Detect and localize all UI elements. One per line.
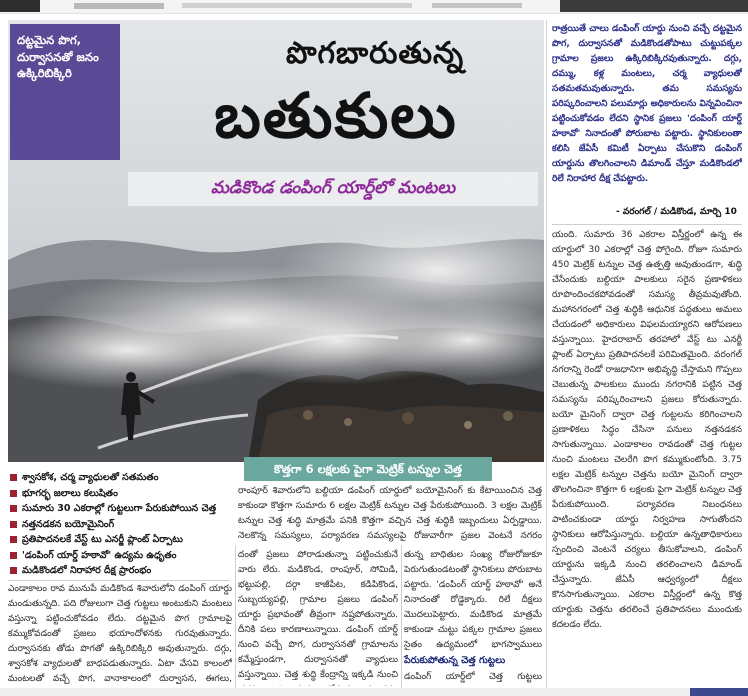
bullet-text: శ్వాసకోశ, చర్మ వ్యాధులతో సతమతం [22,472,159,483]
right-column-text: యంది. సుమారు 36 ఎకరాల విస్తీర్ణంలో ఉన్న ఈ యార్డులో 30 ఎకరాల్లో చెత్త పోగైంది. రోజూ సుమారు 450 మెట్రిక్ టన్నుల చెత్త ఉత్పత్తి అవుతుండగా, శుద్ధి చేసేందుకు బల్దియా పాలకులు సరైన ప్రణాళికలు రూపొందించకపోవడంతో సమస్య తీవ్రమవుతోంది. మహానగరంలో చెత్త శుద్ధికి ఆధునిక పద్ధతులు అమలు చేయడంలో అధికారులు విఫలమయ్యారని ఆరోపణలు వస్తున్నాయి. హైదరాబాద్ తరహాలో వేస్ట్ టు ఎనర్జీ ప్లాంట్ ఏర్పాటు ప్రతిపాదనలకే పరిమితమైంది. వరంగల్ నగరాన్ని రెండో రాజధానిగా అభివృద్ధి చేస్తామని గొప్పలు చెబుతున్న పాలకులు ముందు నగరానికి పట్టిన చెత్త సమస్యను పరిష్కరించాలని ప్రజలు కోరుతున్నారు. బయో మైనింగ్ ద్వారా చెత్త గుట్టలను కరిగించాలని ప్రణాళికలు సిద్ధం చేసినా పనులు నత్తనడకన సాగుతున్నాయి. ఎండాకాలం రావడంతో చెత్త గుట్టల నుంచి మంటలు చెలరేగి పొగ కమ్ముకుంటోంది. 3.75 లక్షల మెట్రిక్ టన్నుల చెత్తను బయో మైనింగ్ ద్వారా తొలగించినా కొత్తగా 6 లక్షలకు పైగా మెట్రిక్ టన్నుల చెత్త పేరుకుపోయింది. పర్యావరణ నిబంధనలు పాటించకుండా యార్డు నిర్వహణ సాగుతోందని స్థానికులు ఆరోపిస్తున్నారు. బల్దియా ఉన్నతాధికారులు స్పందించి వెంటనే చర్యలు తీసుకోవాలని, డంపింగ్ యార్డును ఇక్కడి నుంచి తరలించాలని డిమాండ్ చేస్తున్నారు. జేఏసీ ఆధ్వర్యంలో దీక్షలు కొనసాగుతున్నాయి. ఎకరాల విస్తీర్ణంలో ఉన్న కొత్త యార్డుకు చెత్తను తరలించే ప్రతిపాదనలు ముందుకు కదలడం లేదు. [552,230,742,630]
bullet-item [10,532,230,548]
bottom-strip [0,688,748,696]
bullet-text: సుమారు 30 ఎకరాల్లో గుట్టలుగా పేరుకుపోయిన చెత్త [22,503,217,514]
bullet-text: మడికొండలో నిరాహార దీక్ష ప్రారంభం [22,565,152,576]
bullet-item [10,486,230,502]
dateline: - వరంగల్ / మడికొండ, మార్చి 10 [616,207,737,217]
bottom-middle-text: దంతో ప్రజలు పోరాడుతున్నా పట్టించుకునే వారు లేరు. మడికొండ, రాంపూర్, సోమిడి, భట్టుపల్లి, దర్గా కాజీపేట, కడిపికొండ, సుబ్బయ్యపల్లి, గ్రామాల ప్రజలు డంపింగ్ యార్డు ప్రభావంతో తీవ్రంగా నష్టపోతున్నారు. దీనికి పలు కారణాలున్నాయి. డంపింగ్ యార్డ్ నుంచి వచ్చే పొగ, దుర్వాసనతో గ్రామాలను కమ్మేస్తుండగా, దుర్వాసనతో వ్యాధులు వస్తున్నాయి. చెత్త శుద్ధి కేంద్రాన్ని ఇక్కడి నుంచి [238,550,398,680]
bottom-right-text: తున్న బాధితుల సంఖ్య రోజురోజుకూ పెరుగుతుండటంతో స్థానికులు పోరుబాట పట్టారు. 'డంపింగ్ యార్డ్ హఠావో' అనే నినాదంతో రోడ్డెక్కారు. రిలే దీక్షలు మొదలుపెట్టారు. మడికొండ మాత్రమే కాకుండా చుట్టు పక్కల గ్రామాల ప్రజలు సైతం ఉద్యమంలో భాగస్వాములు [404,550,542,650]
top-strip [0,0,748,14]
bullet-item [10,563,230,579]
divider [546,20,547,688]
bottom-left-text: ఎండాకాలం రావ మునుపే మడికొండ శివారులోని డంపింగ్ యార్డు మండుతున్నది. పది రోజులుగా చెత్త గుట్టలు అంటుకుని మంటలు వస్తున్నా పట్టించుకోవడం లేదు. దట్టమైన పొగ గ్రామాలపై కమ్ముకోవడంతో ప్రజలు భయాందోళనకు గురవుతున్నారు. దుర్వాసనకు తోడు పొగతో ఉక్కిరిబిక్కిరి అవుతున్నారు. దగ్గు, శ్వాసకోశ వ్యాధులతో బాధపడుతున్నారు. ఏటా వేసవి కాలంలో మంటలతో వచ్చే పొగ, వానాకాలంలో దుర్వాసన, ఈగలు, [8,584,232,684]
bullet-text: భూగర్భ జలాలు కలుషితం [22,487,118,499]
bullet-item [10,548,230,564]
bottom-subheading: పేరుకుపోతున్న చెత్త గుట్టలు [404,655,506,666]
bullet-item [10,470,230,486]
center-paragraph: రాంపూర్ శివారులోని బల్దియా డంపింగ్ యార్డులో బయోమైనింగ్ కు కేటాయించిన చెత్త కాకుండా కొత్తగా సుమారు 6 లక్షల మెట్రిక్ టన్నుల చెత్త పేరుకుపోయింది. 3 లక్షల మెట్రిక్ టన్నుల చెత్త శుద్ధి మాత్రమే పనికి కొత్తగా వచ్చిన చెత్త శుద్ధికి ఇబ్బందులు ఏర్పడ్డాయి. నెలకొన్న సమస్యలు, పర్యావరణ సమస్యలపై రోజువారీగా ప్రజల వెంటనే నగరం [238,486,542,541]
bullet-item [10,517,230,533]
headline-main: బతుకులు [214,79,458,152]
bullet-text: 'డంపింగ్ యార్డ్ హఠావో' ఉద్యమ ఉధృతం [22,549,177,561]
divider [8,580,230,581]
bullet-list [10,470,230,579]
lead-paragraph: రాత్రయితే చాలు డంపింగ్ యార్డు నుంచి వచ్చే దట్టమైన పొగ, దుర్వాసనతో మడికొండతోపాటు చుట్టుపక్కల గ్రామాల ప్రజలు ఉక్కిరిబిక్కిరవుతున్నారు. దగ్గు, దమ్ము, కళ్ల మంటలు, చర్మ వ్యాధులతో సతమతమవుతున్నారు. తమ సమస్యను పరిష్కరించాలని పలుమార్లు అధికారులను విన్నవించినా పట్టించుకోవడం లేదని స్థానిక ప్రజలు 'దంపింగ్ యార్డ్ హఠావో' నినాదంతో పోరుబాట పట్టారు. స్థానికులంతా కలిసి జేఏసీ కమిటీ ఏర్పాటు చేసుకొని డంపింగ్ యార్డును తొలగించాలని డిమాండ్ చేస్తూ మడికొండలో రిలే నిరాహార దీక్ష చేపట్టారు. [552,24,742,184]
bullet-item [10,501,230,517]
divider [401,545,402,688]
bullet-text: ప్రతిపాదనలకే వేస్ట్ టు ఎనర్జీ ప్లాంట్ ఏర్పాటు [22,534,183,545]
headline-kicker: పొగబారుతున్న [285,36,465,71]
photo-caption: కొత్తగా 6 లక్షలకు పైగా మెట్రిక్ టన్నుల చెత్త [244,457,492,481]
subheadline: మడికొండ డంపింగ్ యార్డ్‌లో మంటలు [210,178,456,198]
bullet-text: నత్తనడకన బయోమైనింగ్ [22,518,115,530]
highlight-box: దట్టమైన పొగ, దుర్వాసనతో జనం ఉక్కిరిబిక్కిరి [10,24,120,160]
divider [235,545,236,688]
bottom-right-text-continued: డంపింగ్ యార్డ్‌లో చెత్త గుట్టలు [404,672,542,682]
divider [552,224,742,225]
